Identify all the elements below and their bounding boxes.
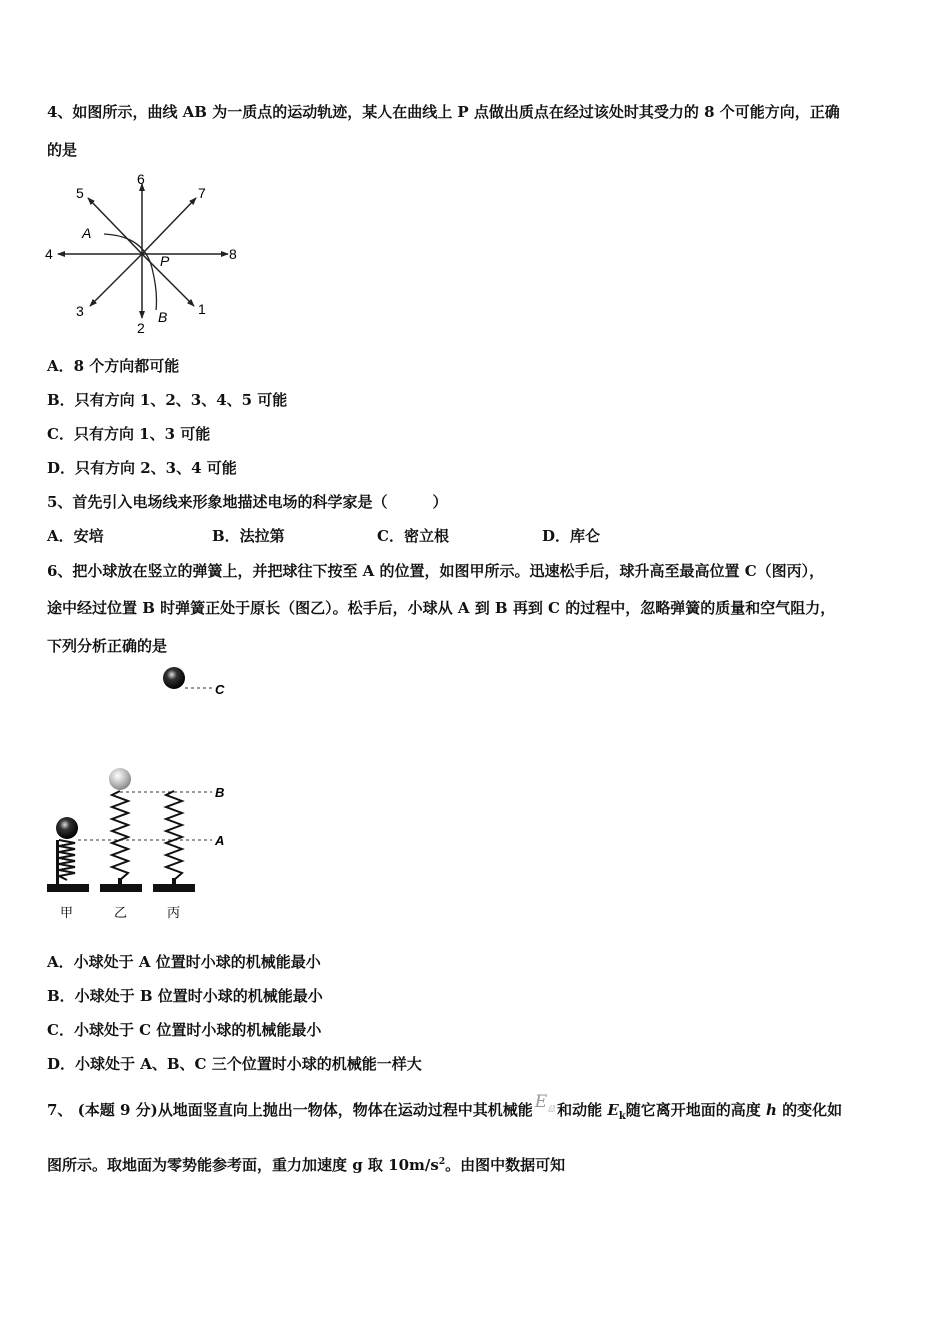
q4-stem-line1: 4、如图所示，曲线 AB 为一质点的运动轨迹，某人在曲线上 P 点做出质点在经过该处时其受力的 8 个可能方向，正确 <box>47 103 840 121</box>
q5-option-a: A．安培 <box>47 527 104 545</box>
curve-label-B: B <box>158 309 168 325</box>
q7-stem-line1 <box>47 1092 843 1127</box>
q4-stem-line2: 的是 <box>47 141 78 159</box>
curve-label-A: A <box>82 225 92 241</box>
q5-option-d: D．库仑 <box>542 527 601 545</box>
ball-at-c <box>163 667 185 689</box>
ball-at-a <box>56 817 78 839</box>
panel-label-yi: 乙 <box>114 905 128 920</box>
q6-option-a: A．小球处于 A 位置时小球的机械能最小 <box>47 953 321 971</box>
level-label-a: A <box>215 833 225 848</box>
base-jia <box>47 884 89 892</box>
q5-stem: 5、首先引入电场线来形象地描述电场的科学家是（ ） <box>47 493 448 511</box>
q6-option-c: C．小球处于 C 位置时小球的机械能最小 <box>47 1021 322 1039</box>
q7-symbol-h: h <box>766 1101 777 1119</box>
q7-stem-line2-sup: 2 <box>438 1157 446 1167</box>
direction-label-3: 3 <box>76 303 84 319</box>
q5-option-b: B．法拉第 <box>212 527 285 545</box>
direction-label-7: 7 <box>198 185 206 201</box>
q4-option-d: D．只有方向 2、3、4 可能 <box>47 459 237 477</box>
q7-stem-part1: 7、 (本题 9 分)从地面竖直向上抛出一物体，物体在运动过程中其机械能 <box>47 1101 533 1119</box>
direction-label-4: 4 <box>45 246 53 262</box>
q6-spring-ball-figure <box>40 660 240 925</box>
direction-label-2: 2 <box>137 320 145 336</box>
spring-natural-bing <box>166 791 182 880</box>
q5-option-c: C．密立根 <box>377 527 449 545</box>
spring-compressed <box>59 840 75 880</box>
direction-arrow-3 <box>90 254 142 306</box>
q7-stem-part2: 和动能 <box>557 1101 608 1119</box>
direction-arrow-5 <box>88 198 142 254</box>
direction-label-8: 8 <box>229 246 237 262</box>
direction-arrow-7 <box>142 198 196 254</box>
q7-symbol-e-total: $E_总$ <box>534 1092 556 1114</box>
level-label-b: B <box>215 785 225 800</box>
q4-force-direction-figure <box>44 168 244 338</box>
direction-label-6: 6 <box>137 171 145 187</box>
q6-option-d: D．小球处于 A、B、C 三个位置时小球的机械能一样大 <box>47 1055 422 1073</box>
q7-stem-line2 <box>47 1152 565 1175</box>
base-yi <box>100 884 142 892</box>
panel-label-jia: 甲 <box>60 905 74 920</box>
spring-post-left <box>56 840 59 884</box>
spring-foot-yi <box>118 878 122 884</box>
q6-stem-line3: 下列分析正确的是 <box>47 637 168 655</box>
q4-option-a: A．8 个方向都可能 <box>47 357 180 375</box>
q4-option-c: C．只有方向 1、3 可能 <box>47 425 211 443</box>
q7-stem-part4: 的变化如 <box>776 1101 843 1119</box>
q6-stem-line1: 6、把小球放在竖立的弹簧上，并把球往下按至 A 的位置，如图甲所示。迅速松手后，球升高至最高位置 C（图丙）， <box>47 562 825 580</box>
direction-label-1: 1 <box>198 301 206 317</box>
level-label-c: C <box>215 682 225 697</box>
direction-label-5: 5 <box>76 185 84 201</box>
point-label-P: P <box>160 253 170 269</box>
base-bing <box>153 884 195 892</box>
ball-at-b <box>109 768 131 790</box>
spring-foot-bing <box>172 878 176 884</box>
q7-symbol-ek: $E_k$ <box>607 1101 626 1122</box>
trajectory-curve-AB <box>104 234 157 310</box>
q6-option-b: B．小球处于 B 位置时小球的机械能最小 <box>47 987 323 1005</box>
q4-option-b: B．只有方向 1、2、3、4、5 可能 <box>47 391 288 409</box>
q6-stem-line2: 途中经过位置 B 时弹簧正处于原长（图乙）。松手后，小球从 A 到 B 再到 C 的过程中，忽略弹簧的质量和空气阻力， <box>47 599 836 617</box>
panel-label-bing: 丙 <box>167 905 181 920</box>
q7-stem-part3: 随它离开地面的高度 <box>625 1101 767 1119</box>
q7-stem-line2-b: 。由图中数据可知 <box>445 1156 566 1174</box>
spring-natural-yi <box>112 791 128 880</box>
q7-stem-line2-a: 图所示。取地面为零势能参考面，重力加速度 g 取 10m/s <box>47 1156 439 1174</box>
